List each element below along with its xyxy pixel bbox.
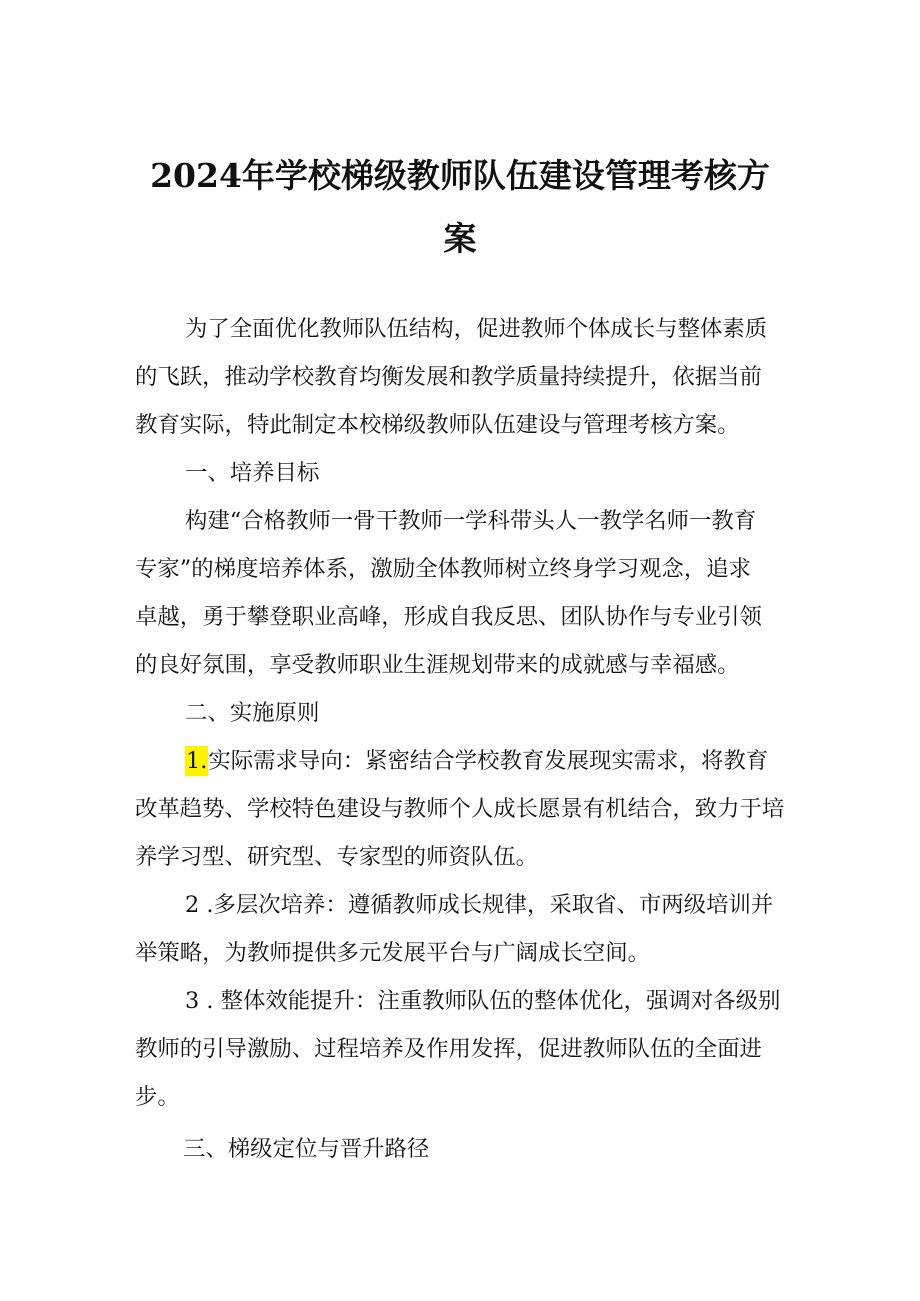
goals-line: 卓越，勇于攀登职业高峰，形成自我反思、团队协作与专业引领 (135, 604, 762, 630)
goals-line: 的良好氛围，享受教师职业生涯规划带来的成就感与幸福感。 (135, 652, 740, 678)
principle-line: 教师的引导激励、过程培养及作用发挥，促进教师队伍的全面进 (135, 1036, 762, 1062)
document-title-line-2: 案 (443, 219, 477, 258)
principle-line: 步。 (135, 1084, 180, 1110)
principle-line: 养学习型、研究型、专家型的师资队伍。 (135, 844, 539, 870)
intro-line: 教育实际，特此制定本校梯级教师队伍建设与管理考核方案。 (135, 412, 740, 438)
highlighted-item-number: 1. (186, 748, 208, 774)
principle-item-1-text: 实际需求导向：紧密结合学校教育发展现实需求，将教育 (208, 748, 769, 774)
principle-line: 改革趋势、学校特色建设与教师个人成长愿景有机结合，致力于培 (135, 796, 785, 822)
goals-line: 构建“合格教师一骨干教师一学科带头人一教学名师一教育 (185, 508, 757, 534)
section-heading-goals: 一、培养目标 (185, 460, 320, 486)
principle-line: 举策略，为教师提供多元发展平台与广阔成长空间。 (135, 940, 650, 966)
principle-item-1 (185, 746, 768, 776)
intro-line: 的飞跃，推动学校教育均衡发展和教学质量持续提升，依据当前 (135, 364, 762, 390)
goals-line: 专家”的梯度培养体系，激励全体教师树立终身学习观念，追求 (135, 556, 751, 582)
document-title-line-1: 2024年学校梯级教师队伍建设管理考核方 (150, 156, 770, 195)
intro-line: 为了全面优化教师队伍结构，促进教师个体成长与整体素质 (185, 316, 768, 342)
section-heading-ladder: 三、梯级定位与晋升路径 (183, 1136, 430, 1162)
principle-item-2: 2 .多层次培养：遵循教师成长规律，采取省、市两级培训并 (185, 892, 774, 918)
section-heading-principles: 二、实施原则 (185, 700, 320, 726)
principle-item-3: 3 . 整体效能提升：注重教师队伍的整体优化，强调对各级别 (185, 988, 781, 1014)
